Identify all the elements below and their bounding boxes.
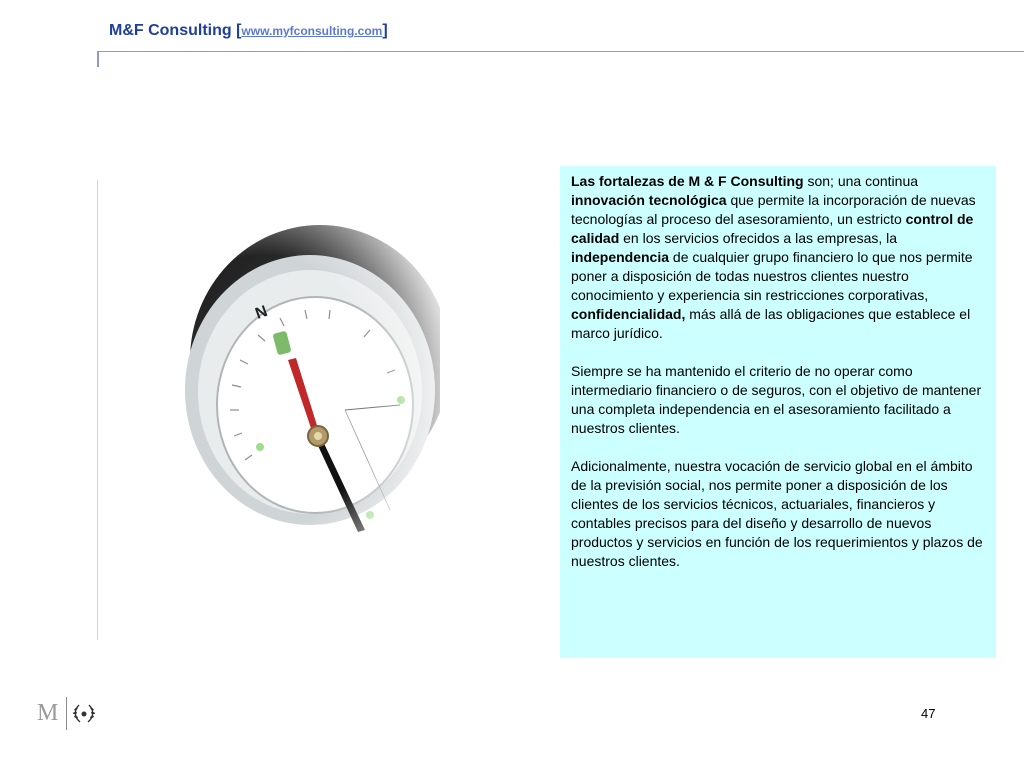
strengths-text-3: en los servicios ofrecidos a las empresas, la — [619, 230, 898, 246]
strengths-paragraph — [571, 172, 986, 343]
global-service-paragraph: Adicionalmente, nuestra vocación de servicio global en el ámbito de la previsión social, nos permite poner a disposición de los clientes de los servicios técnicos, actuariales, financieros y contables precisos para del diseño y desarrollo de nuevos productos y servicios en función de los requerimientos y plazos de nuestros clientes. — [571, 458, 983, 569]
header-divider-tick — [97, 51, 99, 67]
strengths-text-4: de cualquier grupo financiero lo que nos permite poner a disposición de todas nuestros clientes nuestro conocimiento y experiencia sin restricciones corporativas, — [571, 249, 973, 303]
header-title-text: M&F Consulting [ — [109, 22, 242, 39]
company-strengths-textbox — [560, 166, 996, 658]
page-number: 47 — [921, 706, 936, 721]
laurel-wreath-icon — [71, 702, 97, 726]
logo-letter: M — [37, 700, 59, 726]
keyword-innovation: innovación tecnológica — [571, 192, 727, 208]
keyword-quality-control: control de calidad — [571, 211, 974, 246]
logo-divider — [66, 697, 67, 730]
header-title — [109, 22, 388, 40]
header-divider — [97, 51, 1024, 52]
independence-paragraph: Siempre se ha mantenido el criterio de no operar como intermediario financiero o de seguros, con el objetivo de mantener una completa independencia en el asesoramiento facilitado a nuestros clientes. — [571, 363, 982, 436]
compass-image — [170, 210, 440, 540]
strengths-intro: Las fortalezas de M & F Consulting — [571, 173, 804, 189]
keyword-confidentiality: confidencialidad, — [571, 306, 686, 322]
strengths-text-2: que permite la incorporación de nuevas tecnologías al proceso del asesoramiento, un estricto — [571, 192, 976, 227]
header-close-bracket: ] — [382, 22, 388, 39]
keyword-independence: independencia — [571, 249, 670, 265]
company-logo — [37, 696, 107, 732]
left-vertical-rule — [97, 180, 98, 640]
strengths-text-5: más allá de las obligaciones que establece el marco jurídico. — [571, 306, 971, 341]
website-link[interactable]: www.myfconsulting.com — [241, 24, 383, 38]
strengths-text-1: son; una continua — [803, 173, 919, 189]
